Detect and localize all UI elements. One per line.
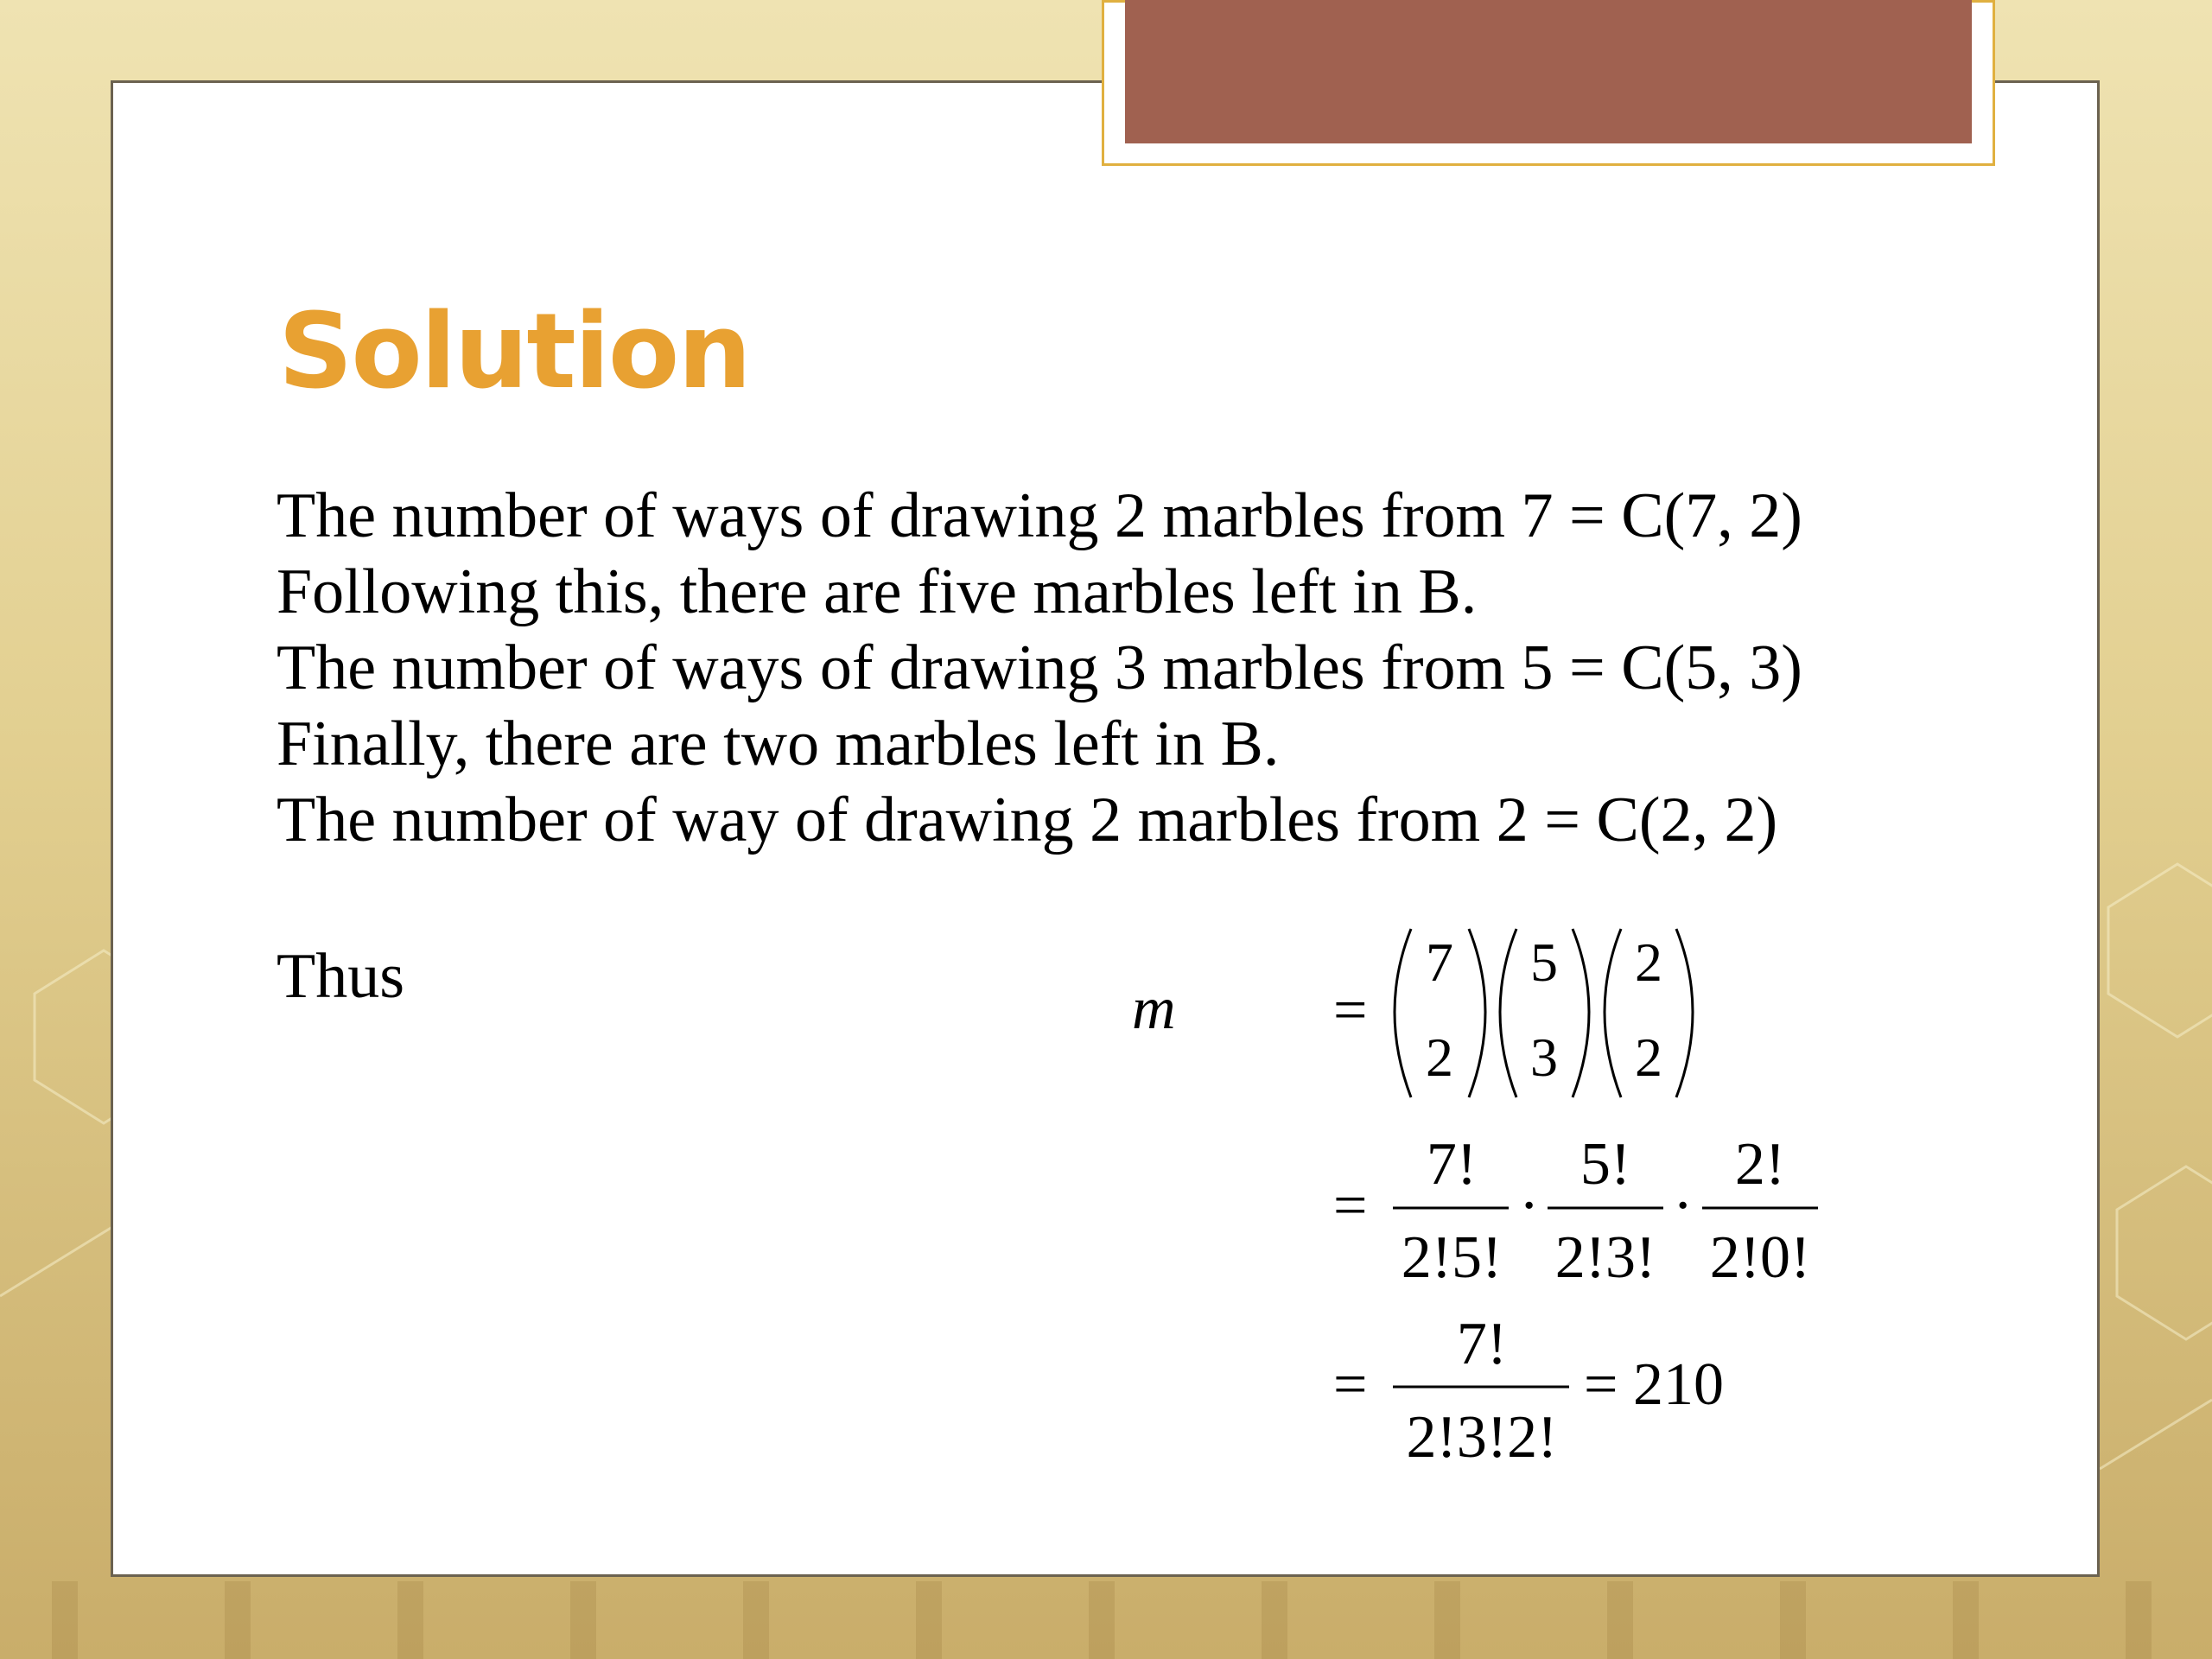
explanation-line: The number of way of drawing 2 marbles from 2 = C(2, 2): [276, 785, 1778, 855]
multiplication-dot: ·: [1673, 1173, 1694, 1239]
explanation-line: Finally, there are two marbles left in B.: [276, 709, 1280, 779]
thus-label: Thus: [276, 941, 404, 1012]
fraction-numerator: 7!: [1456, 1311, 1508, 1377]
multiplication-dot: ·: [1519, 1173, 1540, 1239]
fraction-denominator: 2!3!2!: [1406, 1404, 1558, 1471]
fraction-numerator: 2!: [1734, 1131, 1786, 1198]
binomial-bottom: 2: [1635, 1027, 1662, 1088]
binomial-top: 5: [1530, 931, 1558, 993]
explanation-line: The number of ways of drawing 2 marbles from 7 = C(7, 2): [276, 480, 1802, 551]
equation-result: = 210: [1584, 1351, 1724, 1418]
binomial-bottom: 2: [1426, 1027, 1453, 1088]
fraction-numerator: 7!: [1426, 1131, 1478, 1198]
equals-sign: =: [1333, 1351, 1368, 1418]
binomial-top: 7: [1426, 931, 1453, 993]
equals-sign: =: [1333, 977, 1368, 1044]
explanation-line: The number of ways of drawing 3 marbles from 5 = C(5, 3): [276, 632, 1802, 703]
slide-title: Solution: [278, 292, 750, 412]
fraction-denominator: 2!5!: [1401, 1224, 1503, 1291]
equals-sign: =: [1333, 1173, 1368, 1239]
fraction-numerator: 5!: [1580, 1131, 1631, 1198]
explanation-line: Following this, there are five marbles left in B.: [276, 556, 1478, 627]
equation-lhs: m: [1132, 976, 1176, 1042]
fraction-denominator: 2!0!: [1709, 1224, 1811, 1291]
binomial-top: 2: [1635, 931, 1662, 993]
fraction-denominator: 2!3!: [1554, 1224, 1656, 1291]
binomial-bottom: 3: [1530, 1027, 1558, 1088]
